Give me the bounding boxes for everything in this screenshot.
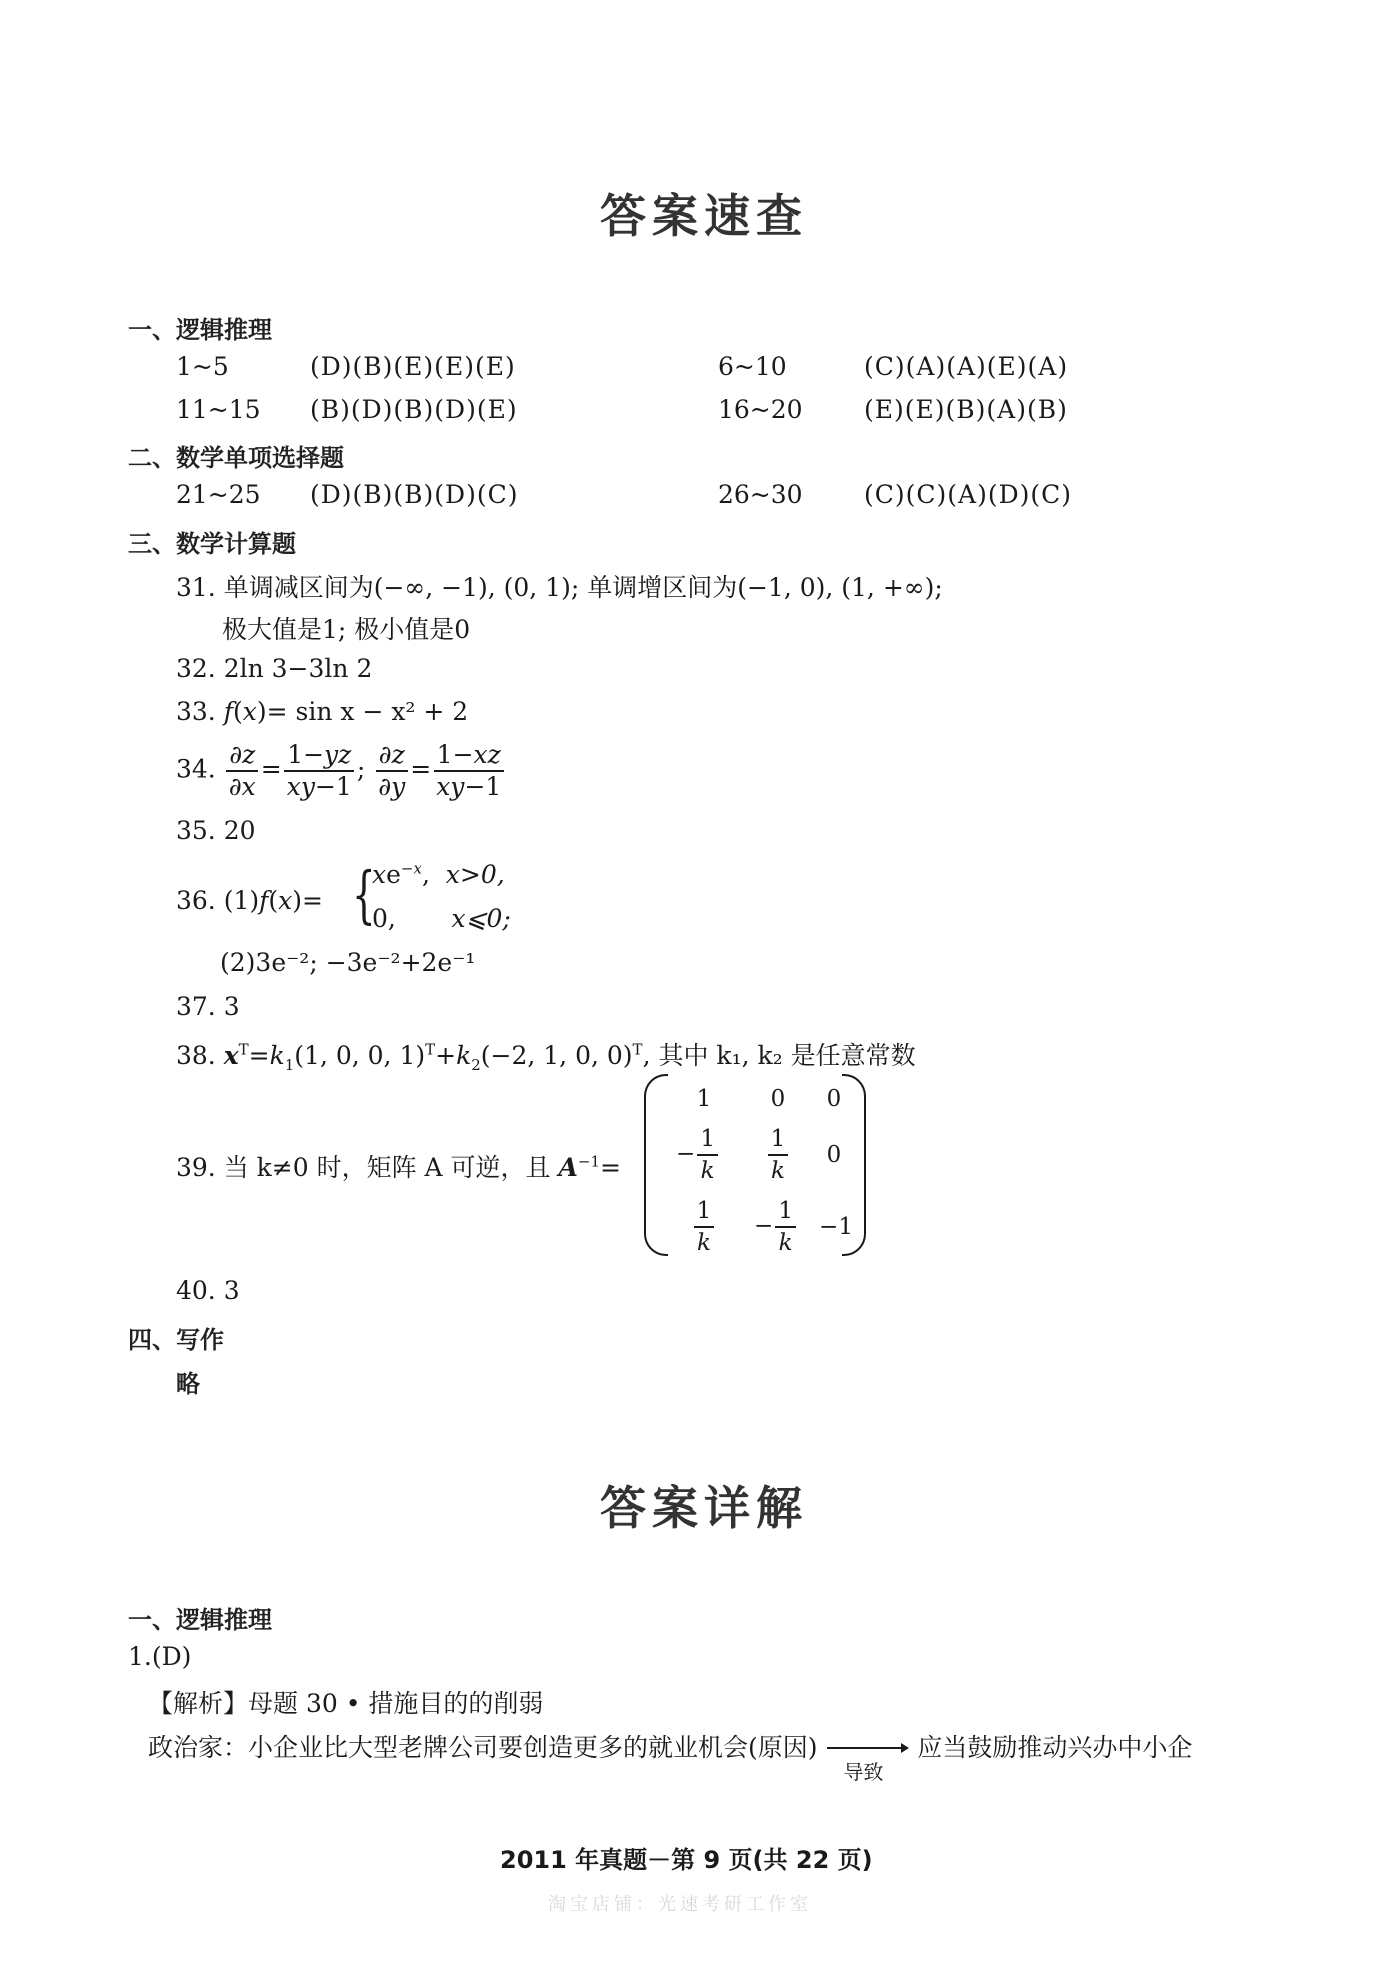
page-title: 答案速查 bbox=[600, 189, 808, 243]
watermark: 淘宝店铺：光速考研工作室 bbox=[548, 1894, 812, 1915]
arrow-label: 导致 bbox=[843, 1759, 884, 1784]
piecewise-case-1: $xe^{-x}$, x>0, bbox=[372, 859, 505, 889]
detail-title: 答案详解 bbox=[600, 1481, 808, 1535]
left-brace-icon: { bbox=[352, 858, 376, 931]
answer-range: 11~15 bbox=[176, 395, 261, 424]
answer-set: (D)(B)(B)(D)(C) bbox=[310, 480, 519, 509]
answer-range: 6~10 bbox=[718, 352, 787, 381]
answer-31-line1: 31. 单调减区间为(−∞, −1), (0, 1); 单调增区间为(−1, 0), (1, +∞); bbox=[176, 573, 943, 602]
detail-analysis: 【解析】母题 30 • 措施目的的削弱 bbox=[148, 1689, 544, 1718]
answer-36-label: 36. (1)f(x)= bbox=[176, 886, 323, 915]
answer-set: (C)(A)(A)(E)(A) bbox=[864, 352, 1069, 381]
answer-33-expr: = sin x − x² + 2 bbox=[266, 697, 469, 726]
answer-35: 35. 20 bbox=[176, 816, 256, 845]
answer-32: 32. 2ln 3−3ln 2 bbox=[176, 654, 373, 683]
section-math-calc-heading: 三、数学计算题 bbox=[128, 530, 296, 558]
answer-set: (E)(E)(B)(A)(B) bbox=[864, 395, 1068, 424]
fraction-1-yz: $\frac{1-yz}{xy-1}$ bbox=[284, 740, 355, 802]
piecewise-case-2: 0, x⩽0; bbox=[372, 904, 511, 933]
partial-z-x-fraction: $\frac{\partial z}{\partial x}$ bbox=[226, 740, 259, 802]
section-math-choice-heading: 二、数学单项选择题 bbox=[128, 444, 344, 472]
answer-38-rest: 其中 k₁, k₂ 是任意常数 bbox=[658, 1041, 916, 1070]
answer-set: (D)(B)(E)(E)(E) bbox=[310, 352, 516, 381]
inverse-matrix: 1 0 0 − $\frac{1}{k}$ $\frac{1}{k}$ 0 $\frac{1}{k}$ − $\frac{1}{k}$ −1 bbox=[644, 1074, 866, 1256]
answer-38: 38. $x^T=k_1(1$, 0, 0, $1)^T+k_2(-2$, 1, 0, 0)$^T$, 其中 k₁, k₂ 是任意常数 bbox=[176, 1040, 916, 1074]
answer-range: 21~25 bbox=[176, 480, 261, 509]
answer-39-text: 39. 当 k≠0 时，矩阵 A 可逆，且 $A^{-1}=$ bbox=[176, 1152, 621, 1182]
answer-36-part2: (2)3e⁻²; −3e⁻²+2e⁻¹ bbox=[220, 948, 476, 977]
answer-range: 16~20 bbox=[718, 395, 803, 424]
answer-34: 34. $\frac{\partial z}{\partial x}$ = $\frac{1-yz}{xy-1}$ ; $\frac{\partial z}{\partial y}$ = $\frac{1-xz}{xy-1}$ bbox=[176, 740, 506, 802]
answer-37: 37. 3 bbox=[176, 992, 240, 1021]
fraction-1-xz: $\frac{1-xz}{xy-1}$ bbox=[433, 740, 504, 802]
detail-q1: 1.(D) bbox=[128, 1642, 192, 1671]
arrow-icon bbox=[825, 1740, 909, 1784]
partial-z-y-fraction: $\frac{\partial z}{\partial y}$ bbox=[375, 740, 408, 802]
answer-range: 1~5 bbox=[176, 352, 229, 381]
detail-politician-line: 政治家：小企业比大型老牌公司要创造更多的就业机会(原因) 导致 应当鼓励推动兴办中小企 bbox=[148, 1733, 1193, 1784]
answer-33-number: 33. bbox=[176, 697, 216, 726]
answer-set: (C)(C)(A)(D)(C) bbox=[864, 480, 1073, 509]
answer-set: (B)(D)(B)(D)(E) bbox=[310, 395, 518, 424]
writing-answer: 略 bbox=[176, 1370, 200, 1398]
answer-range: 26~30 bbox=[718, 480, 803, 509]
answer-34-number: 34. bbox=[176, 754, 216, 784]
answer-33-fx: f bbox=[223, 697, 233, 726]
page-footer: 2011 年真题－第 9 页(共 22 页) bbox=[500, 1846, 873, 1874]
section-logic-heading: 一、逻辑推理 bbox=[128, 316, 272, 344]
detail-section-heading: 一、逻辑推理 bbox=[128, 1606, 272, 1634]
answer-40: 40. 3 bbox=[176, 1276, 240, 1305]
answer-31-line2: 极大值是1; 极小值是0 bbox=[222, 615, 471, 644]
answer-33: 33. f(x)= sin x − x² + 2 bbox=[176, 697, 469, 726]
detail-politician-rest: 应当鼓励推动兴办中小企 bbox=[917, 1733, 1193, 1762]
section-writing-heading: 四、写作 bbox=[128, 1326, 224, 1354]
